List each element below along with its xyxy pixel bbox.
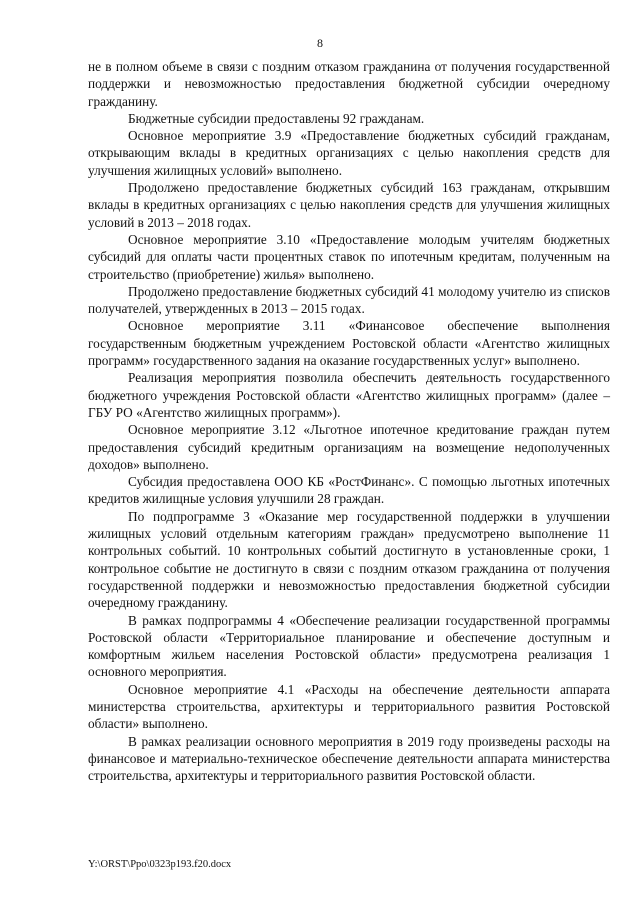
paragraph: Бюджетные субсидии предоставлены 92 гражданам. bbox=[128, 110, 425, 126]
paragraph: не в полном объеме в связи с поздним отказом гражданина от получения государственной поддержки и невозможностью предоставления бюджетной субсидии очередному гражданину. bbox=[88, 59, 610, 109]
paragraph: В рамках подпрограммы 4 «Обеспечение реализации государственной программы Ростовской области «Территориальное планирование и обеспечение доступным и комфортным жильем населения Ростовской области» предусмотрена реализация 1 основного мероприятия. bbox=[88, 612, 610, 680]
paragraph: Реализация мероприятия позволила обеспечить деятельность государственного бюджетного учреждения Ростовской области «Агентство жилищных программ» (далее – ГБУ РО «Агентство жилищных программ»). bbox=[88, 370, 610, 420]
file-path-footer: Y:\ORST\Ppo\0323p193.f20.docx bbox=[88, 859, 232, 870]
paragraph: Основное мероприятие 3.10 «Предоставление молодым учителям бюджетных субсидий для оплаты части процентных ставок по ипотечным кредитам, полученным на строительство (приобретение) жилья» выполнено. bbox=[88, 231, 610, 282]
paragraph: Продолжено предоставление бюджетных субсидий 163 гражданам, открывшим вклады в кредитных организациях с целью накопления средств для улучшения жилищных условий в 2013 – 2018 годах. bbox=[88, 180, 610, 230]
paragraph: Основное мероприятие 3.12 «Льготное ипотечное кредитование граждан путем предоставления субсидий кредитным организациям на возмещение недополученных доходов» выполнено. bbox=[88, 422, 610, 472]
paragraph: Основное мероприятие 3.9 «Предоставление бюджетных субсидий гражданам, открывающим вклады в кредитных организациях с целью накопления средств для улучшения жилищных условий» выполнено. bbox=[88, 128, 610, 178]
paragraph: Продолжено предоставление бюджетных субсидий 41 молодому учителю из списков получателей, утвержденных в 2013 – 2015 годах. bbox=[88, 283, 610, 317]
paragraph: В рамках реализации основного мероприятия в 2019 году произведены расходы на финансовое и материально-техническое обеспечение деятельности аппарата министерства строительства, архитектуры и территориального развития Ростовской области. bbox=[88, 733, 610, 784]
paragraph: По подпрограмме 3 «Оказание мер государственной поддержки в улучшении жилищных условий отдельным категориям граждан» предусмотрено выполнение 11 контрольных событий. 10 контрольных событий достигнуто в установленные сроки, 1 контрольное событие не достигнуто в связи с поздним отказом гражданина от получения государственной поддержки и невозможностью предоставления бюджетной субсидии очередному гражданину. bbox=[88, 508, 610, 611]
paragraph: Основное мероприятие 4.1 «Расходы на обеспечение деятельности аппарата министерства строительства, архитектуры и территориального развития Ростовской области» выполнено. bbox=[88, 681, 610, 732]
page-number: 8 bbox=[317, 36, 323, 50]
document-body bbox=[88, 58, 610, 784]
paragraph: Субсидия предоставлена ООО КБ «РостФинанс». С помощью льготных ипотечных кредитов жилищные условия улучшили 28 граждан. bbox=[88, 474, 610, 507]
paragraph: Основное мероприятие 3.11 «Финансовое обеспечение выполнения государственным бюджетным учреждением Ростовской области «Агентство жилищных программ» государственного задания на оказание государственных услуг» выполнено. bbox=[88, 318, 610, 369]
